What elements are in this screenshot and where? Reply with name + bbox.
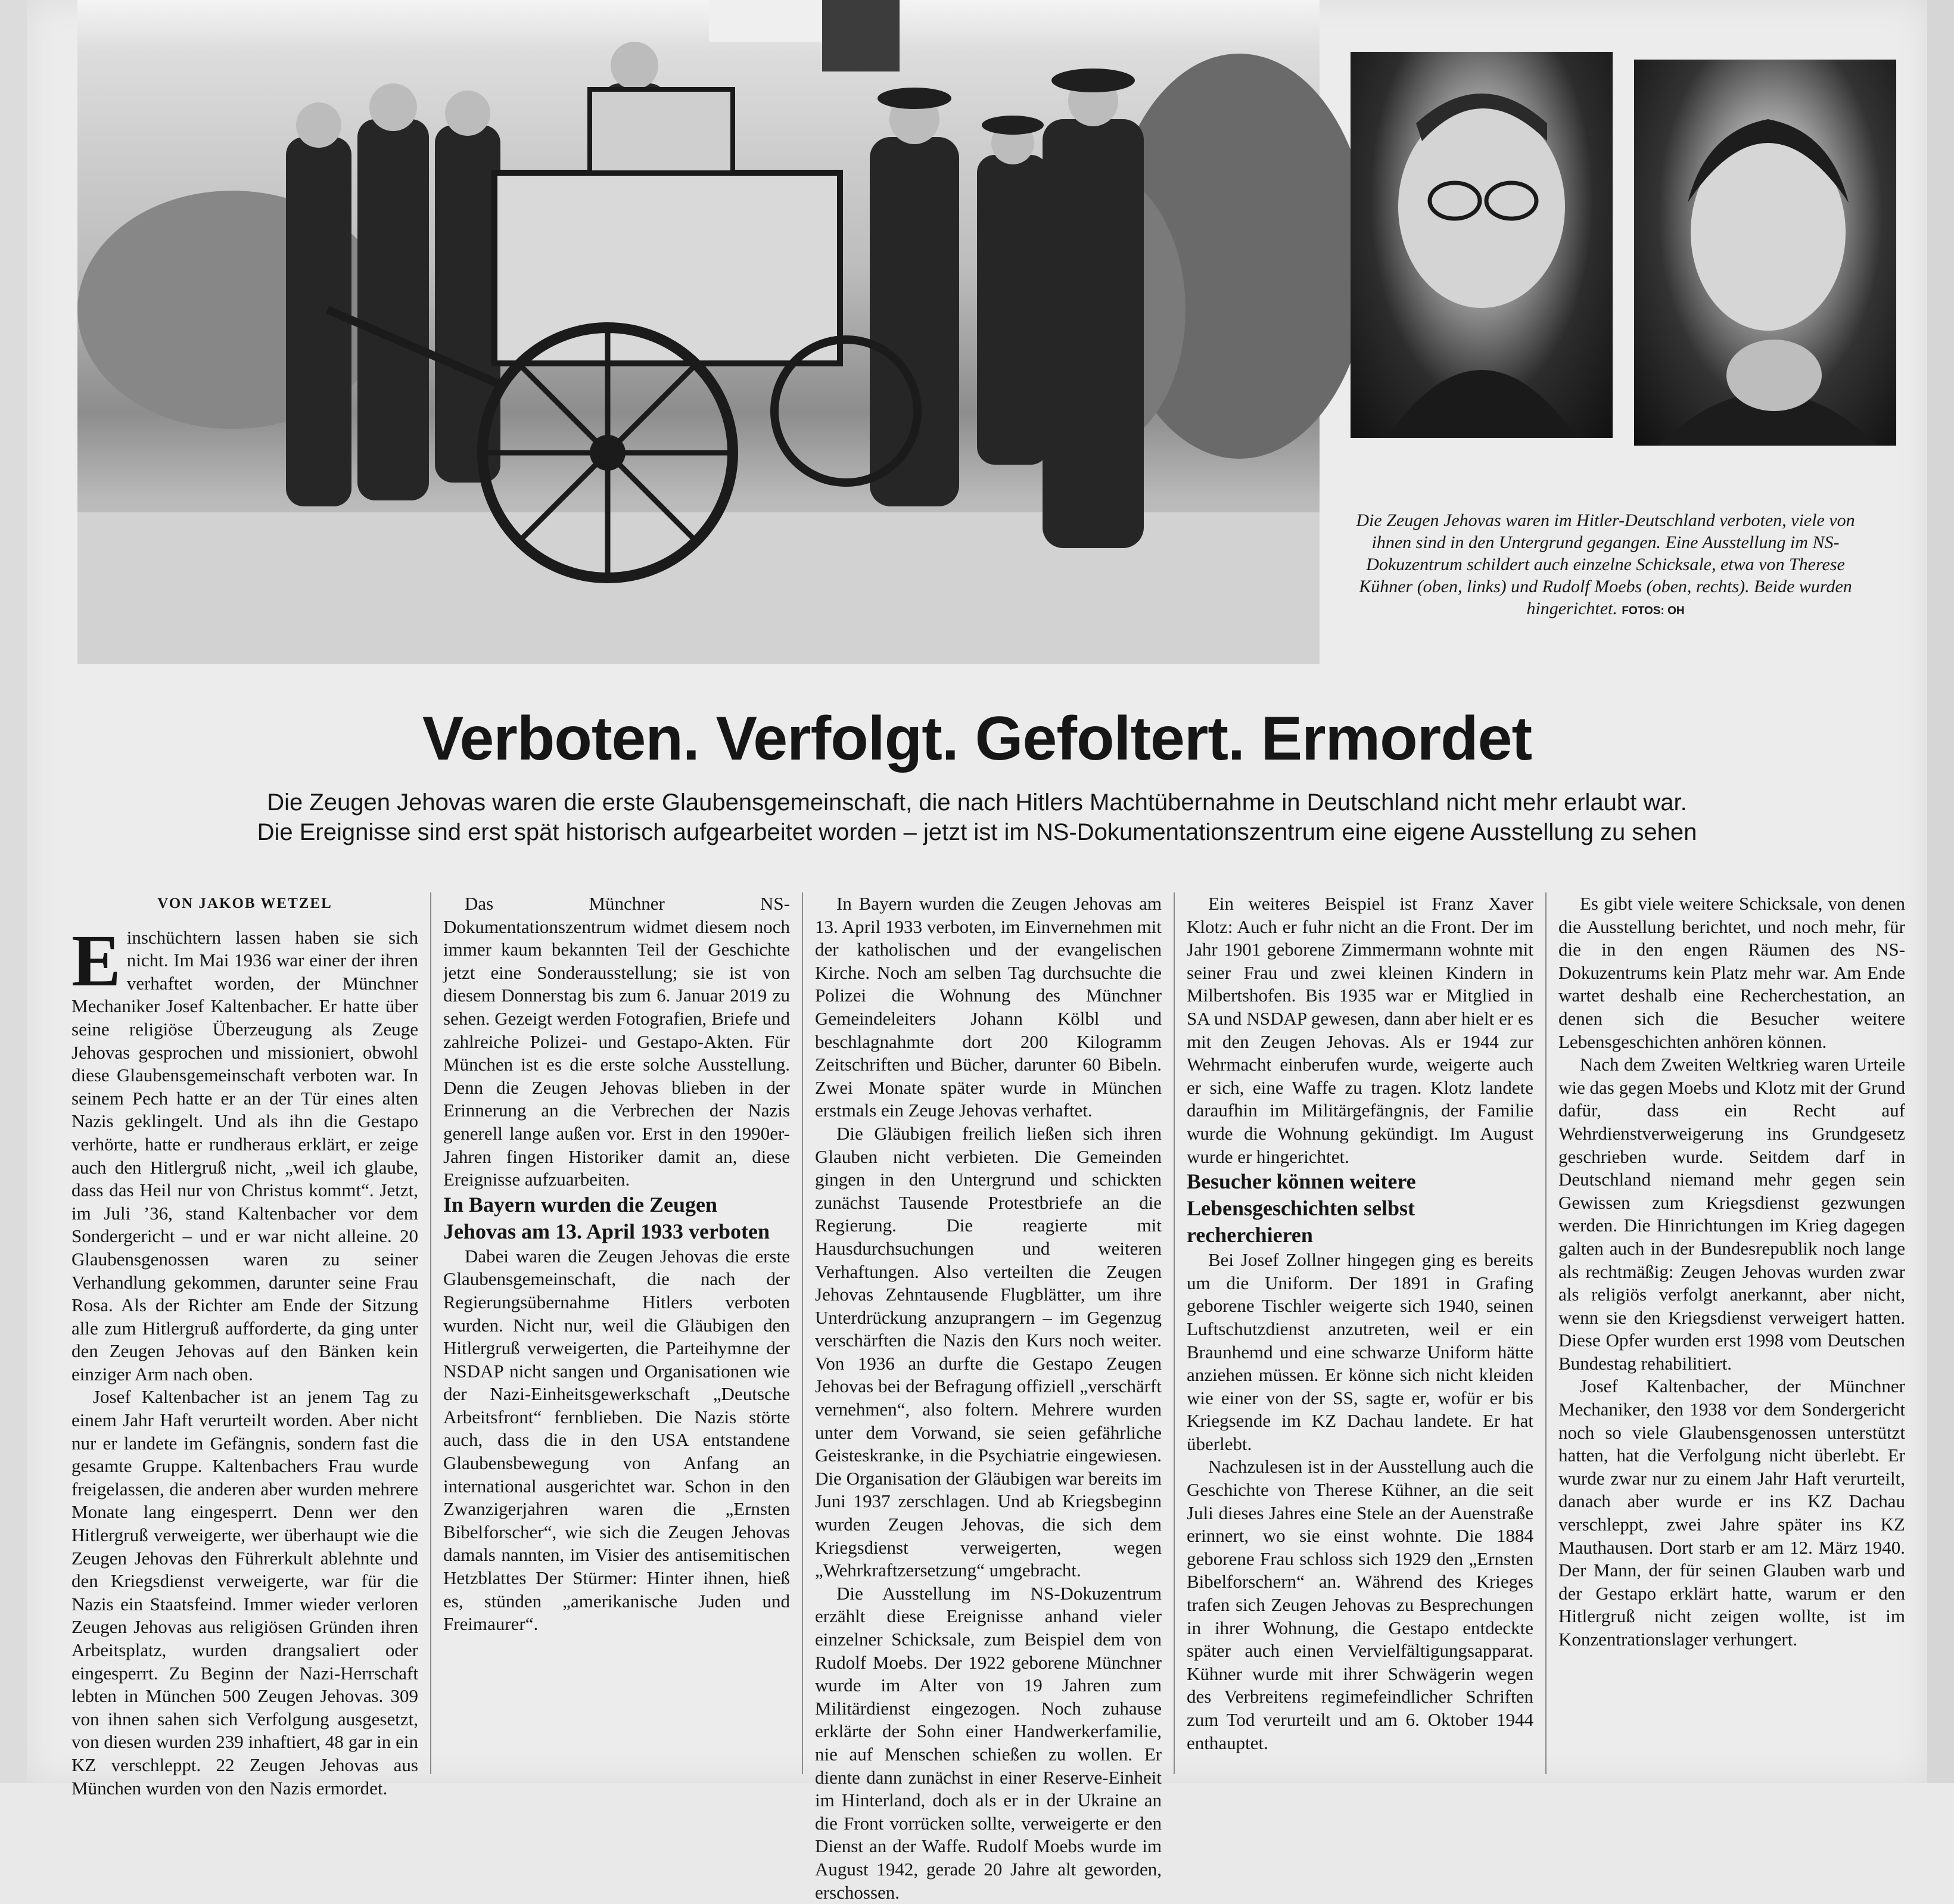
paragraph-2: Josef Kaltenbacher ist an jenem Tag zu einem Jahr Haft verurteilt worden. Aber nicht nur er landete im Gefängnis, sondern fast die gesamte Gruppe. Kaltenbachers Frau wurde freigelassen, die anderen aber wurden mehrere Monate lang eingesperrt. Denn wer den Hitlergruß verweigerte, wer überhaupt wie die Zeugen Jehovas den Führerkult ablehnte und den Kriegsdienst verweigerte, war für die Nazis ein Staatsfeind. Immer wieder verloren Zeugen Jehovas aus religiösen Gründen ihren Arbeitsplatz, wurden drangsaliert oder eingesperrt. Zu Beginn der Nazi-Herrschaft lebten in München 500 Zeugen Jehovas. 309 von ihnen sahen sich Verfolgung ausgesetzt, von diesen wurden 239 inhaftiert, 48 gar in ein KZ verschleppt. 22 Zeugen Jehovas aus München wurden von den Nazis ermordet. bbox=[71, 1386, 418, 1799]
caption-text: Die Zeugen Jehovas waren im Hitler-Deutschland verboten, viele von ihnen sind in den Untergrund gegangen. Eine Ausstellung im NS-Dokuzentrum schildert auch einzelne Schicksale, etwa von Therese Kühner (oben, links) und Rudolf Moebs (oben, rechts). Beide wurden hingerichtet. bbox=[1356, 511, 1855, 618]
paragraph-8: Ein weiteres Beispiel ist Franz Xaver Klotz: Auch er fuhr nicht an die Front. Der im Jahr 1901 geborene Zimmermann wohnte mit seiner Frau und zwei kleinen Kindern in Milbertshofen. Bis 1935 war er Mitglied in SA und NSDAP gewesen, dann aber hielt er es mit den Zeugen Jehovas. Als er 1944 zur Wehrmacht einberufen wurde, weigerte auch er sich, eine Waffe zu tragen. Klotz landete daraufhin im Militärgefängnis, der Familie wurde die Wohnung gekündigt. Im August wurde er hingerichtet. bbox=[1187, 893, 1533, 1167]
article-headline: Verboten. Verfolgt. Gefoltert. Ermordet bbox=[422, 704, 1532, 773]
drop-cap: E bbox=[71, 919, 121, 1001]
paragraph-13: Josef Kaltenbacher, der Münchner Mechaniker, den 1938 vor dem Sondergericht noch so viele Glaubensgenossen unterstützt hatten, hat die Verfolgung nicht überlebt. Er wurde zwar nur zu einem Jahr Haft verurteilt, danach aber wurde er ins KZ Dachau verschleppt, zwei Jahre später ins KZ Mauthausen. Dort starb er am 12. März 1940. Der Mann, der für seinen Glauben warb und der Gestapo erklärt hatte, warum er den Hitlergruß nicht zeigen wollte, ist im Konzentrationslager verhungert. bbox=[1558, 1376, 1905, 1650]
paragraph-9: Bei Josef Zollner hingegen ging es bereits um die Uniform. Der 1891 in Grafing geborene Tischler weigerte sich 1940, seinen Luftschutzdienst anzutreten, weil er ein Braunhemd und eine schwarze Uniform hätte anziehen müssen. Er könne sich nicht kleiden wie einer von der SS, sagte er, wofür er bis Kriegsende im KZ Dachau landete. Er hat überlebt. bbox=[1187, 1249, 1533, 1454]
page-edge-right bbox=[1927, 0, 1954, 1783]
article-column-4 bbox=[1174, 892, 1545, 1774]
article-column-3 bbox=[802, 892, 1174, 1903]
byline: VON JAKOB WETZEL bbox=[157, 895, 332, 911]
portrait-woman-glasses-icon bbox=[1351, 52, 1613, 438]
main-historical-photo bbox=[77, 0, 1320, 664]
portrait-young-person-icon bbox=[1634, 60, 1896, 446]
portrait-therese-kuehner bbox=[1351, 52, 1613, 438]
portrait-rudolf-moebs bbox=[1634, 60, 1896, 446]
paragraph-12: Nach dem Zweiten Weltkrieg waren Urteile wie das gegen Moebs und Klotz mit der Grund dafür, dass ein Recht auf Wehrdienstverweigerung ins Grundgesetz geschrieben wurde. Seitdem darf in Deutschland niemand mehr gegen sein Gewissen zum Kriegsdienst gezwungen werden. Die Hinrichtungen im Krieg dagegen galten auch in der Bundesrepublik noch lange als rechtmäßig: Zeugen Jehovas wurden zwar als religiös verfolgt anerkannt, aber nicht, wenn sie den Kriegsdienst verweigert hatten. Diese Opfer wurden erst 1998 vom Deutschen Bundestag rehabilitiert. bbox=[1558, 1054, 1905, 1374]
paragraph-4: Dabei waren die Zeugen Jehovas die erste Glaubensgemeinschaft, die nach der Regierungsübernahme Hitlers verboten wurden. Nicht nur, weil die Gläubigen den Hitlergruß verweigerten, die Parteihymne der NSDAP nicht sangen und Organisationen wie der Nazi-Einheitsgewerkschaft „Deutsche Arbeitsfront“ fernblieben. Die Nazis störte auch, dass die in den USA entstandene Glaubensbewegung von Anfang an international ausgerichtet war. Schon in den Zwanzigerjahren waren die „Ernsten Bibelforscher“, wie sich die Zeugen Jehovas damals nannten, im Visier des antisemitischen Hetzblattes Der Stürmer: Hinter ihnen, hieß es, stünden „amerikanische Juden und Freimaurer“. bbox=[443, 1245, 790, 1635]
article-column-2 bbox=[430, 892, 802, 1774]
paragraph-6: Die Gläubigen freilich ließen sich ihren Glauben nicht verbieten. Die Gemeinden gingen in den Untergrund und schickten zunächst Tausende Protestbriefe an die Regierung. Die reagierte mit Hausdurchsuchungen und weiteren Verhaftungen. Also verteilten die Zeugen Jehovas Zehntausende Flugblätter, um ihre Unterdrückung anzuprangern – im Gegenzug verschärften die Nazis den Kurs noch weiter. Von 1936 an durfte die Gestapo Zeugen Jehovas bei der Befragung offiziell „verschärft vernehmen“, also foltern. Mehrere wurden unter dem Vorwand, sie seien gefährliche Geisteskranke, in die Psychiatrie eingewiesen. Die Organisation der Gläubigen war bereits im Juni 1937 zerschlagen. Und ab Kriegsbeginn wurden Zeugen Jehovas, die sich dem Kriegsdienst verweigerten, wegen „Wehrkraftzersetzung“ umgebracht. bbox=[815, 1122, 1162, 1581]
newspaper-page bbox=[27, 0, 1927, 1903]
paragraph-3: Das Münchner NS-Dokumentationszentrum widmet diesem noch immer kaum bekannten Teil der Geschichte jetzt eine Sonderausstellung; sie ist von diesem Donnerstag bis zum 6. Januar 2019 zu sehen. Gezeigt werden Fotografien, Briefe und zahlreiche Polizei- und Gestapo-Akten. Für München ist es die erste solche Ausstellung. Denn die Zeugen Jehovas blieben in der Erinnerung an die Verbrechen der Nazis generell lange außen vor. Erst in den 1990er-Jahren fingen Historiker damit an, diese Ereignisse aufzuarbeiten. bbox=[443, 893, 790, 1190]
paragraph-7: Die Ausstellung im NS-Dokuzentrum erzählt diese Ereignisse anhand vieler einzelner Schicksale, zum Beispiel dem von Rudolf Moebs. Der 1922 geborene Münchner wurde im Alter von 19 Jahren zum Militärdienst eingezogen. Noch zuhause erklärte der Sohn einer Handwerkerfamilie, nie auf Menschen schießen zu wollen. Er diente dann zunächst in einer Reserve-Einheit im Hinterland, doch als er in der Ukraine an die Front vorrücken sollte, verweigerte er den Dienst an der Waffe. Rudolf Moebs wurde im August 1942, gerade 20 Jahre alt geworden, erschossen. bbox=[815, 1582, 1162, 1903]
paragraph-5: In Bayern wurden die Zeugen Jehovas am 13. April 1933 verboten, im Einvernehmen mit der katholischen und der evangelischen Kirche. Noch am selben Tag durchsuchte die Polizei die Wohnung des Münchner Gemeindeleiters Johann Kölbl und beschlagnahmte dort 200 Kilogramm Zeitschriften und Bücher, darunter 60 Bibeln. Zwei Monate später wurde in München erstmals ein Zeuge Jehovas verhaftet. bbox=[815, 893, 1162, 1121]
article-body bbox=[60, 892, 1924, 1903]
subhead-1: In Bayern wurden die Zeugen Jehovas am 13. April 1933 verboten bbox=[443, 1192, 770, 1243]
article-column-5 bbox=[1545, 892, 1917, 1774]
subhead-2: Besucher können weitere Lebensgeschichten selbst recherchieren bbox=[1187, 1169, 1416, 1247]
paragraph-10: Nachzulesen ist in der Ausstellung auch die Geschichte von Therese Kühner, an die seit Juli dieses Jahres eine Stele an der Auenstraße erinnert, wo sie einst wohnte. Die 1884 geborene Frau schloss sich 1929 den „Ernsten Bibelforschern“ an. Während des Krieges trafen sich Zeugen Jehovas zu Besprechungen in ihrer Wohnung, die Gestapo entdeckte später auch einen Vervielfältigungsapparat. Kühner wurde mit ihrer Schwägerin wegen des Verbreitens regimefeindlicher Schriften zum Tod verurteilt und am 6. Oktober 1944 enthauptet. bbox=[1187, 1456, 1533, 1753]
article-deck bbox=[27, 788, 1927, 847]
paragraph-11: Es gibt viele weitere Schicksale, von denen die Ausstellung berichtet, und noch mehr, für die in den engen Räumen des NS-Dokuzentrums kein Platz mehr war. Am Ende wartet deshalb eine Recherchestation, an denen sich die Besucher weitere Lebensgeschichten anhören können. bbox=[1558, 893, 1905, 1052]
page-edge-left bbox=[0, 0, 27, 1783]
paragraph-1: Einschüchtern lassen haben sie sich nicht. Im Mai 1936 war einer der ihren verhaftet worden, der Münchner Mechaniker Josef Kaltenbacher. Er hatte über seine religiöse Überzeugung als Zeuge Jehovas gesprochen und missioniert, obwohl diese Glaubensgemeinschaft verboten war. In seinem Pech hatte er an der Tür eines alten Nazis geklingelt. Und als ihn die Gestapo verhörte, hatte er rundheraus erklärt, er zeige auch den Hitlergruß nicht, „weil ich glaube, dass das Heil nur von Christus kommt“. Jetzt, im Juli ’36, stand Kaltenbacher vor dem Sondergericht – und er war nicht alleine. 20 Glaubensgenossen waren zu seiner Verhandlung gekommen, darunter seine Frau Rosa. Als der Richter am Ende der Sitzung alle zum Hitlergruß aufforderte, da ging unter den Zeugen Jehovas auf den Bänken kein einziger Arm nach oben. bbox=[71, 919, 418, 1385]
photo-caption bbox=[1337, 509, 1874, 622]
deck-line-1: Die Zeugen Jehovas waren die erste Glaubensgemeinschaft, die nach Hitlers Machtübernahme in Deutschland nicht mehr erlaubt war. bbox=[267, 789, 1687, 816]
photo-credit: FOTOS: OH bbox=[1622, 605, 1685, 617]
group-photo-icon bbox=[77, 0, 1320, 664]
article-column-1 bbox=[60, 892, 430, 1799]
deck-line-2: Die Ereignisse sind erst spät historisch aufgearbeitet worden – jetzt ist im NS-Dokumentationszentrum eine eigene Ausstellung zu sehen bbox=[257, 819, 1697, 845]
